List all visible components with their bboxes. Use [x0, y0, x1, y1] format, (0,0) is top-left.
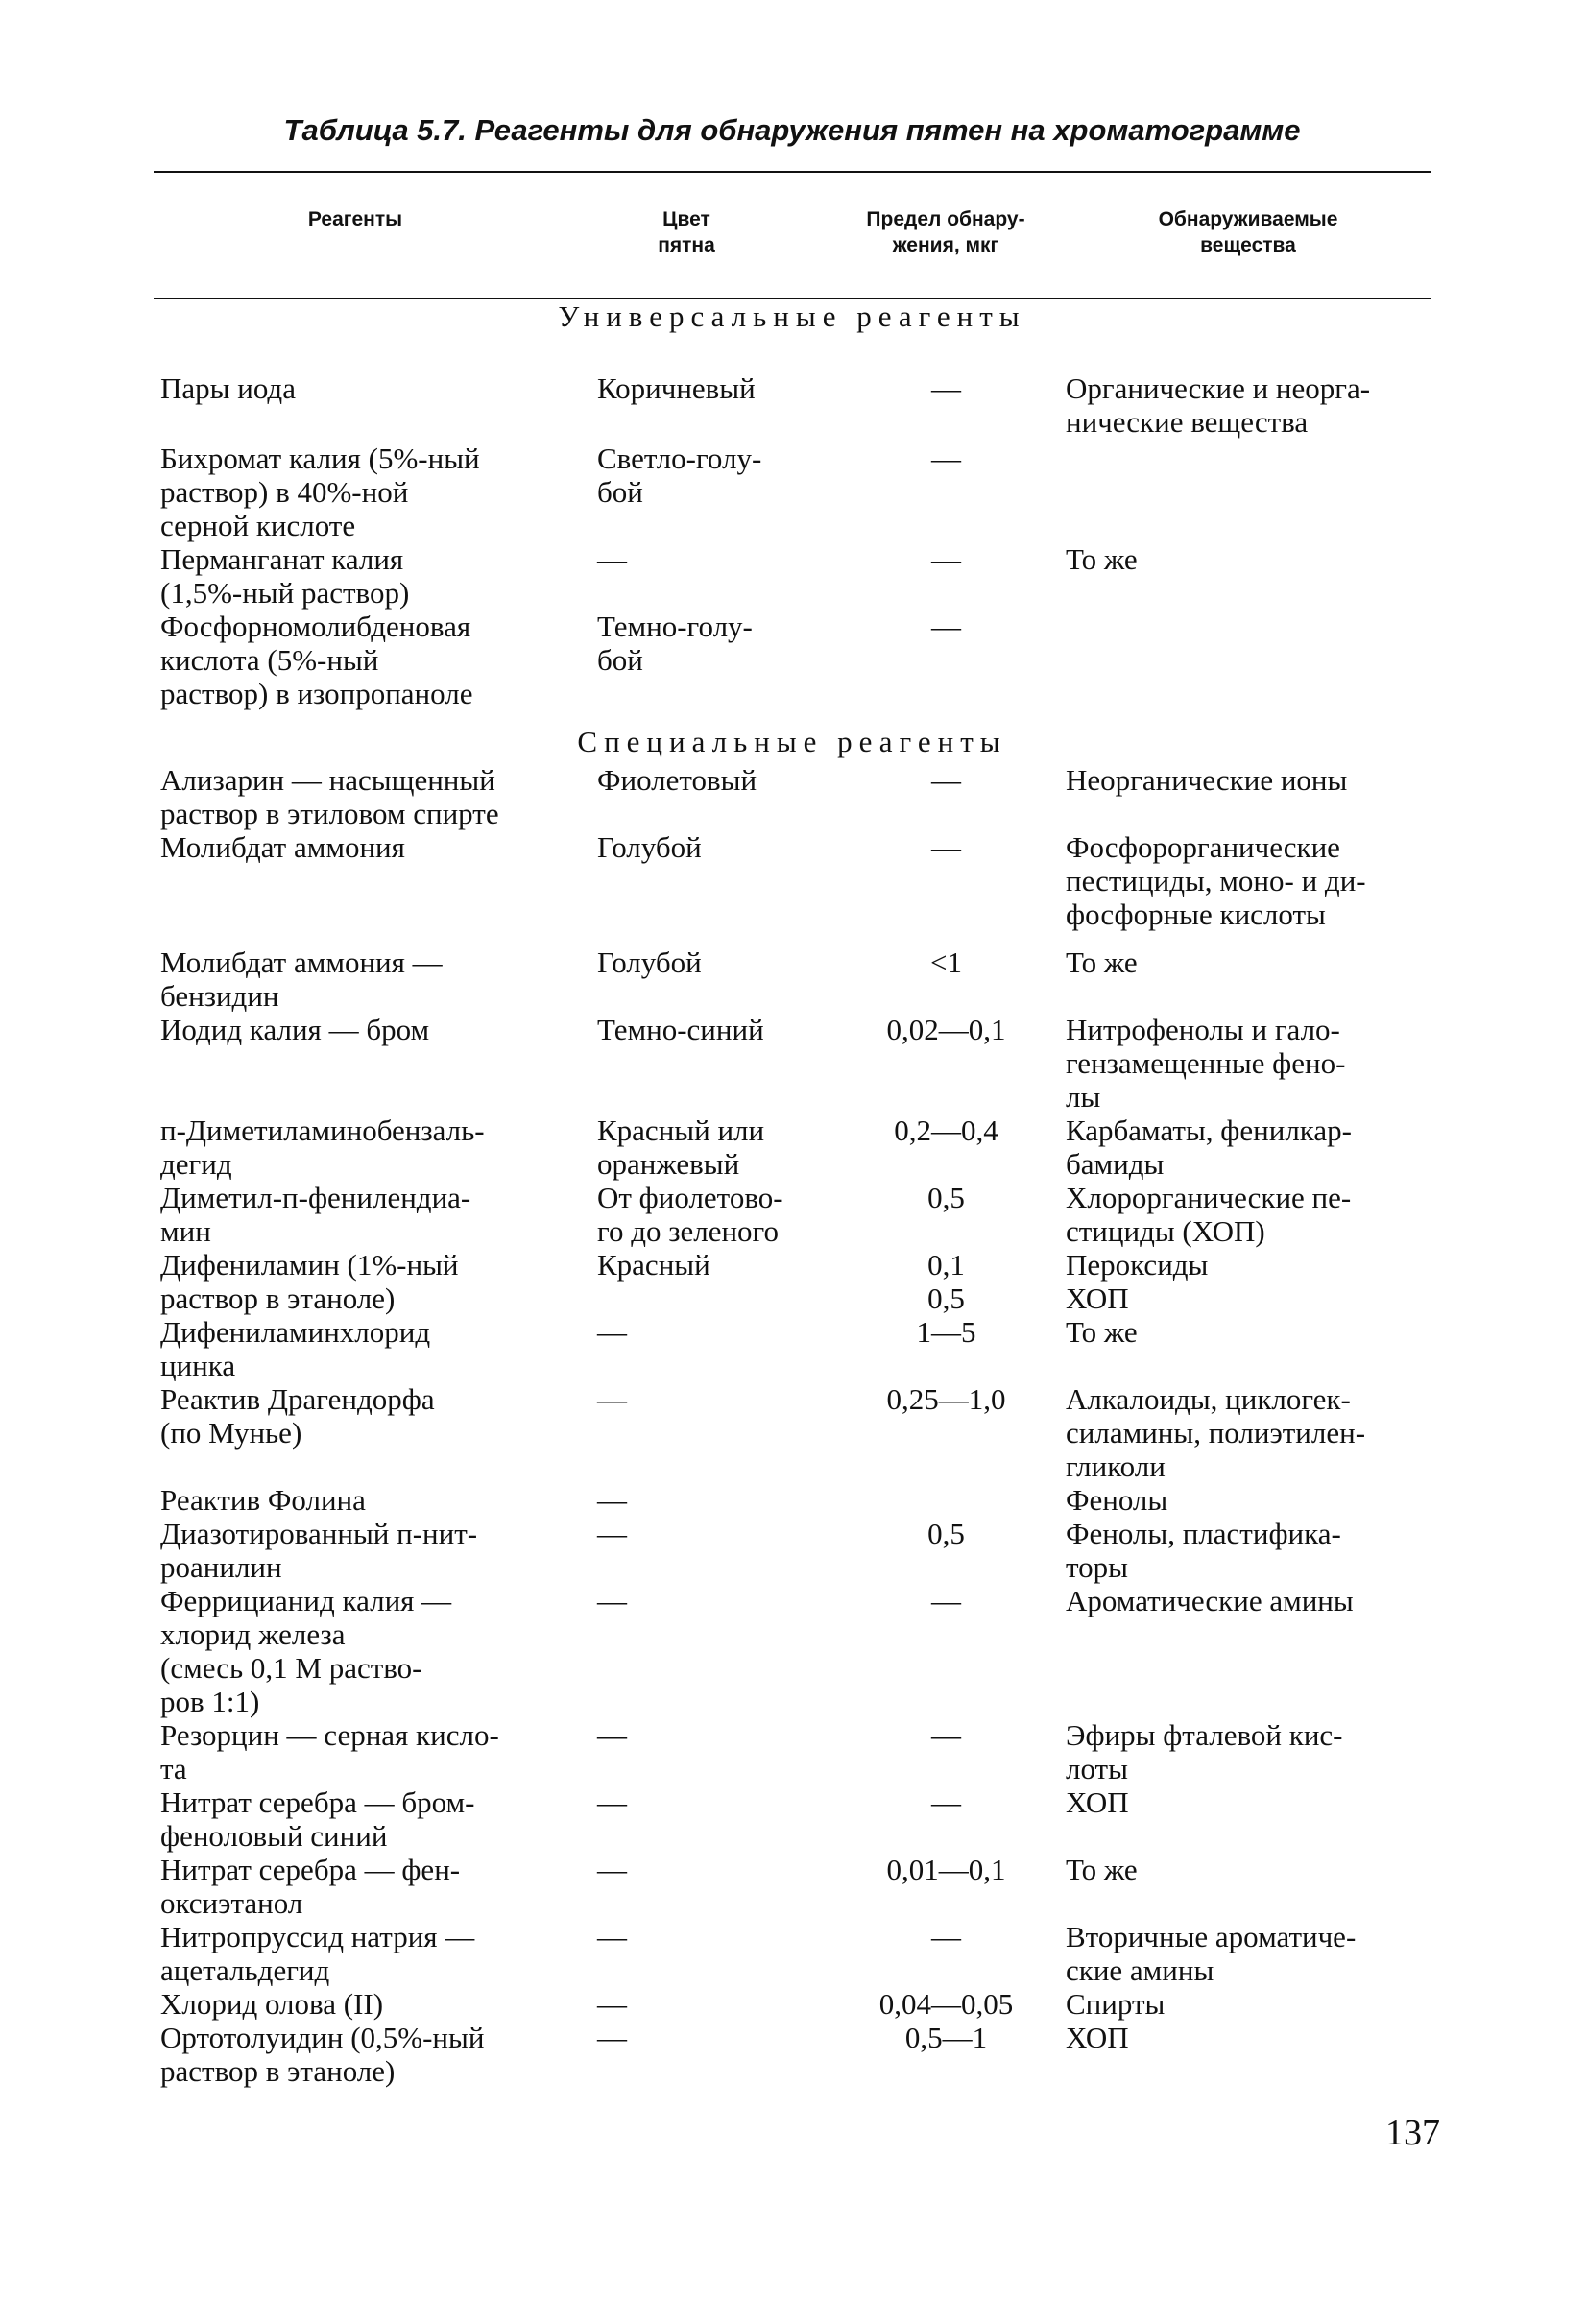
row-5-color: Фиолетовый: [597, 763, 757, 797]
section-special: Специальные реагенты: [577, 725, 1007, 758]
row-22-substances: ХОП: [1066, 2021, 1129, 2054]
row-2-limit: —: [931, 442, 961, 475]
page-number: 137: [1385, 2113, 1440, 2153]
row-21-color: —: [597, 1987, 627, 2021]
row-14-color: —: [597, 1483, 627, 1517]
row-6-limit: —: [931, 830, 961, 864]
row-5-reagent: Ализарин — насыщенный раствор в этиловом спирте: [160, 763, 499, 830]
row-13-substances: Алкалоиды, циклогек- силамины, полиэтилен- гликоли: [1066, 1382, 1366, 1483]
row-10-color: От фиолетово- го до зеленого: [597, 1181, 783, 1248]
row-11-substances: Пероксиды ХОП: [1066, 1248, 1209, 1315]
row-10-substances: Хлорорганические пе- стициды (ХОП): [1066, 1181, 1352, 1248]
row-1-reagent: Пары иода: [160, 371, 296, 405]
row-19-reagent: Нитрат серебра — фен- оксиэтанол: [160, 1853, 461, 1920]
row-15-color: —: [597, 1517, 627, 1550]
row-10-limit: 0,5: [927, 1181, 965, 1214]
row-12-limit: 1—5: [916, 1315, 976, 1349]
header-detection-limit: Предел обнару- жения, мкг: [866, 208, 1025, 256]
row-19-limit: 0,01—0,1: [886, 1853, 1006, 1886]
row-19-color: —: [597, 1853, 627, 1886]
row-17-limit: —: [931, 1718, 961, 1752]
row-2-reagent: Бихромат калия (5%-ный раствор) в 40%-ной серной кислоте: [160, 442, 480, 542]
row-7-reagent: Молибдат аммония — бензидин: [160, 946, 443, 1013]
header-reagents: Реагенты: [307, 208, 403, 230]
row-18-substances: ХОП: [1066, 1785, 1129, 1819]
row-22-color: —: [597, 2021, 627, 2054]
table-caption: Таблица 5.7. Реагенты для обнаружения пятен на хроматограмме: [283, 113, 1301, 147]
row-11-color: Красный: [597, 1248, 710, 1282]
row-17-reagent: Резорцин — серная кисло- та: [160, 1718, 499, 1785]
row-8-substances: Нитрофенолы и гало- гензамещенные фено- лы: [1066, 1013, 1346, 1114]
row-21-substances: Спирты: [1066, 1987, 1166, 2021]
row-21-reagent: Хлорид олова (II): [160, 1987, 384, 2021]
header-spot-color: Цвет пятна: [658, 208, 715, 256]
row-20-substances: Вторичные ароматиче- ские амины: [1066, 1920, 1357, 1987]
row-1-color: Коричневый: [597, 371, 756, 405]
row-12-reagent: Дифениламинхлорид цинка: [160, 1315, 431, 1382]
row-9-substances: Карбаматы, фенилкар- бамиды: [1066, 1114, 1352, 1181]
row-11-reagent: Дифениламин (1%-ный раствор в этаноле): [160, 1248, 459, 1315]
row-15-limit: 0,5: [927, 1517, 965, 1550]
row-7-color: Голубой: [597, 946, 702, 979]
row-14-substances: Фенолы: [1066, 1483, 1168, 1517]
row-3-substances: То же: [1066, 542, 1138, 576]
row-1-limit: —: [931, 371, 961, 405]
row-22-limit: 0,5—1: [904, 2021, 988, 2054]
row-12-substances: То же: [1066, 1315, 1138, 1349]
row-6-color: Голубой: [597, 830, 702, 864]
row-4-reagent: Фосфорномолибденовая кислота (5%-ный раствор) в изопропаноле: [160, 610, 473, 710]
row-12-color: —: [597, 1315, 627, 1349]
row-14-reagent: Реактив Фолина: [160, 1483, 366, 1517]
row-3-color: —: [597, 542, 627, 576]
row-3-limit: —: [931, 542, 961, 576]
row-21-limit: 0,04—0,05: [878, 1987, 1014, 2021]
row-8-color: Темно-синий: [597, 1013, 764, 1046]
row-18-limit: —: [931, 1785, 961, 1819]
row-3-reagent: Перманганат калия (1,5%-ный раствор): [160, 542, 410, 610]
row-13-limit: 0,25—1,0: [886, 1382, 1006, 1416]
row-10-reagent: Диметил-п-фенилендиа- мин: [160, 1181, 471, 1248]
row-6-substances: Фосфорорганические пестициды, моно- и ди- фосфорные кислоты: [1066, 830, 1366, 931]
row-4-color: Темно-голу- бой: [597, 610, 753, 677]
row-1-substances: Органические и неорга- нические вещества: [1066, 371, 1371, 439]
row-16-substances: Ароматические амины: [1066, 1584, 1354, 1617]
row-8-reagent: Иодид калия — бром: [160, 1013, 430, 1046]
row-7-substances: То же: [1066, 946, 1138, 979]
row-13-color: —: [597, 1382, 627, 1416]
row-17-substances: Эфиры фталевой кис- лоты: [1066, 1718, 1343, 1785]
row-13-reagent: Реактив Драгендорфа (по Мунье): [160, 1382, 435, 1450]
row-8-limit: 0,02—0,1: [886, 1013, 1006, 1046]
header-top-rule: [154, 171, 1431, 173]
row-17-color: —: [597, 1718, 627, 1752]
row-20-reagent: Нитропруссид натрия — ацетальдегид: [160, 1920, 475, 1987]
row-15-reagent: Диазотированный п-нит- роанилин: [160, 1517, 478, 1584]
row-18-color: —: [597, 1785, 627, 1819]
row-6-reagent: Молибдат аммония: [160, 830, 405, 864]
row-20-limit: —: [931, 1920, 961, 1953]
row-4-limit: —: [931, 610, 961, 643]
row-9-reagent: п-Диметиламинобензаль- дегид: [160, 1114, 485, 1181]
row-16-limit: —: [931, 1584, 961, 1617]
row-11-limit: 0,1 0,5: [927, 1248, 965, 1315]
section-universal: Универсальные реагенты: [558, 299, 1026, 333]
row-22-reagent: Ортотолуидин (0,5%-ный раствор в этаноле): [160, 2021, 485, 2088]
row-19-substances: То же: [1066, 1853, 1138, 1886]
row-16-reagent: Феррицианид калия — хлорид железа (смесь 0,1 М раство- ров 1:1): [160, 1584, 452, 1718]
row-5-substances: Неорганические ионы: [1066, 763, 1348, 797]
header-detected-substances: Обнаруживаемые вещества: [1158, 208, 1338, 256]
row-2-color: Светло-голу- бой: [597, 442, 762, 509]
row-7-limit: <1: [930, 946, 962, 979]
row-9-limit: 0,2—0,4: [894, 1114, 998, 1147]
row-16-color: —: [597, 1584, 627, 1617]
row-15-substances: Фенолы, пластифика- торы: [1066, 1517, 1341, 1584]
row-5-limit: —: [931, 763, 961, 797]
row-9-color: Красный или оранжевый: [597, 1114, 765, 1181]
row-18-reagent: Нитрат серебра — бром- феноловый синий: [160, 1785, 475, 1853]
row-20-color: —: [597, 1920, 627, 1953]
